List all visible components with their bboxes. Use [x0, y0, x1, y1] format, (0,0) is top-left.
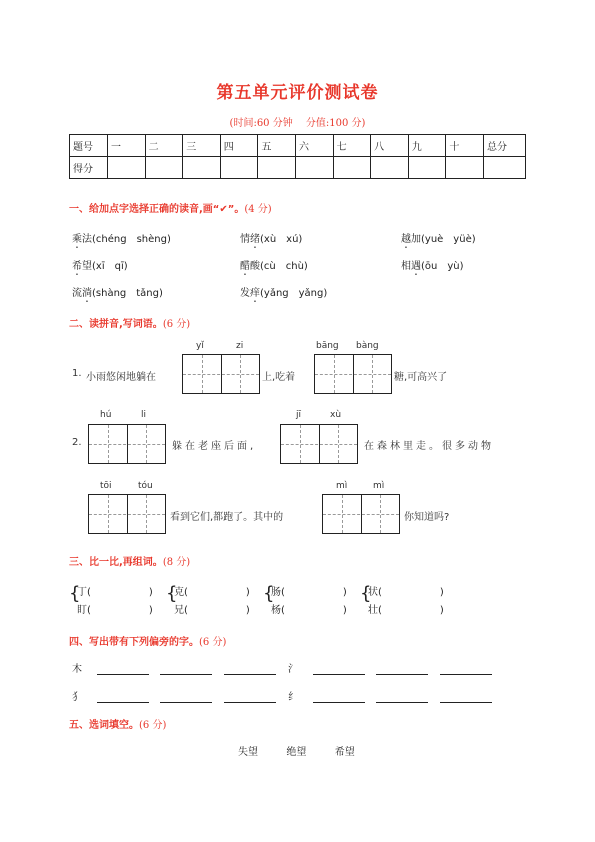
- pinyin-options: (shàng tǎng): [92, 288, 163, 299]
- pinyin-label: bàng: [356, 341, 379, 351]
- char-prompt: 肠(: [271, 587, 285, 598]
- word-prefix: 情: [240, 234, 250, 245]
- radical-label: 木: [72, 664, 82, 675]
- sentence-part: 小雨悠闲地躺在: [86, 372, 156, 383]
- table-cell: 十: [446, 135, 484, 157]
- answer-line[interactable]: [224, 664, 276, 675]
- character-writing-box[interactable]: [322, 494, 400, 534]
- score-cell[interactable]: [220, 157, 258, 179]
- dotted-char: 绪: [250, 234, 260, 245]
- section-points: (8 分): [162, 557, 191, 568]
- char-prompt: 壮(: [368, 605, 382, 616]
- pinyin-item[interactable]: [72, 284, 163, 305]
- character-writing-box[interactable]: [88, 424, 166, 464]
- char-prompt: 兄(: [174, 605, 188, 616]
- answer-line[interactable]: [313, 692, 365, 703]
- word-prefix: 流: [72, 288, 82, 299]
- word-rest: 法: [82, 234, 92, 245]
- pinyin-item[interactable]: [401, 230, 476, 251]
- answer-line[interactable]: [440, 664, 492, 675]
- sentence-part: 在森林里走。很多动物: [364, 441, 494, 452]
- pinyin-options: (xù xú): [260, 234, 303, 245]
- dotted-char: 遇: [411, 261, 421, 272]
- word-prefix: 相: [401, 261, 411, 272]
- paren-close: ): [439, 587, 444, 598]
- paren-close: ): [245, 587, 250, 598]
- word-rest: 望: [82, 261, 92, 272]
- pinyin-label: zi: [236, 341, 244, 351]
- paren-close: ): [148, 605, 153, 616]
- char-prompt: 状(: [368, 587, 382, 598]
- answer-line[interactable]: [160, 692, 212, 703]
- table-cell: 得分: [70, 157, 108, 179]
- pinyin-label: mì: [336, 481, 348, 491]
- word-rest: 酸: [250, 261, 260, 272]
- score-table-score-row: [70, 157, 526, 179]
- pinyin-item[interactable]: [240, 257, 308, 278]
- word-option: 失望: [238, 747, 258, 758]
- brace-icon: {: [166, 583, 178, 604]
- radical-row: [288, 688, 492, 703]
- pinyin-label: mì: [373, 481, 385, 491]
- sentence-part: 看到它们,都跑了。其中的: [170, 512, 284, 523]
- answer-line[interactable]: [224, 692, 276, 703]
- table-cell: 八: [371, 135, 409, 157]
- word-bank: [238, 743, 355, 758]
- score-cell[interactable]: [371, 157, 409, 179]
- pinyin-options: (cù chù): [260, 261, 308, 272]
- question-number: 2.: [72, 437, 82, 448]
- table-cell: 七: [333, 135, 371, 157]
- score-cell[interactable]: [408, 157, 446, 179]
- table-cell: 九: [408, 135, 446, 157]
- section-title: 四、写出带有下列偏旁的字。: [69, 637, 199, 648]
- pinyin-item[interactable]: [240, 284, 327, 305]
- character-writing-box[interactable]: [182, 354, 260, 394]
- sentence-part: 躲在老座后面,: [172, 441, 257, 452]
- pinyin-options: (xī qī): [92, 261, 128, 272]
- answer-line[interactable]: [160, 664, 212, 675]
- brace-icon: {: [69, 583, 81, 604]
- section-4-heading: [69, 633, 226, 648]
- section-3-heading: [69, 553, 190, 568]
- pinyin-options: (ōu yù): [421, 261, 464, 272]
- table-cell: 一: [108, 135, 146, 157]
- word-rest: 加: [411, 234, 421, 245]
- score-table: [69, 134, 526, 179]
- dotted-char: 乘: [72, 234, 82, 245]
- table-cell: 四: [220, 135, 258, 157]
- answer-line[interactable]: [97, 664, 149, 675]
- pinyin-label: yǐ: [196, 341, 204, 351]
- character-writing-box[interactable]: [280, 424, 358, 464]
- table-cell: 三: [183, 135, 221, 157]
- score-cell[interactable]: [295, 157, 333, 179]
- section-points: (4 分): [244, 204, 272, 215]
- time-and-score-info: (时间:60 分钟 分值:100 分): [229, 118, 366, 129]
- section-title: 三、比一比,再组词。: [69, 557, 163, 568]
- section-5-heading: [69, 716, 166, 731]
- table-cell: 六: [295, 135, 333, 157]
- pinyin-item[interactable]: [72, 230, 171, 251]
- section-1-heading: [69, 200, 272, 215]
- pinyin-label: tōi: [100, 481, 112, 491]
- section-points: (6 分): [162, 319, 191, 330]
- answer-line[interactable]: [313, 664, 365, 675]
- pinyin-label: hú: [100, 410, 112, 420]
- character-writing-box[interactable]: [88, 494, 166, 534]
- dotted-char: 醋: [240, 261, 250, 272]
- brace-icon: {: [263, 583, 275, 604]
- pinyin-label: li: [141, 410, 147, 420]
- paren-close: ): [439, 605, 444, 616]
- char-prompt: 杨(: [271, 605, 285, 616]
- word-option: 绝望: [286, 747, 307, 758]
- table-cell: 五: [258, 135, 296, 157]
- radical-label: 犭: [72, 692, 82, 703]
- char-prompt: 丁(: [77, 587, 91, 598]
- radical-row: [288, 660, 492, 675]
- answer-line[interactable]: [440, 692, 492, 703]
- table-cell: 题号: [70, 135, 108, 157]
- question-number: 1.: [72, 368, 82, 379]
- pinyin-item[interactable]: [72, 257, 128, 278]
- paren-close: ): [245, 605, 250, 616]
- score-cell[interactable]: [333, 157, 371, 179]
- pinyin-label: xù: [330, 410, 342, 420]
- section-points: (6 分): [139, 720, 167, 731]
- word-option: 希望: [334, 747, 355, 758]
- answer-line[interactable]: [97, 692, 149, 703]
- dotted-char: 越: [401, 234, 411, 245]
- paren-close: ): [342, 587, 347, 598]
- sentence-part: 糖,可高兴了: [394, 372, 448, 383]
- section-2-heading: [69, 315, 190, 330]
- pinyin-item[interactable]: [240, 230, 302, 251]
- answer-line[interactable]: [376, 692, 428, 703]
- table-cell: 总分: [484, 135, 526, 157]
- section-title: 一、给加点字选择正确的读音,画“✔”。: [69, 204, 245, 215]
- paren-close: ): [342, 605, 347, 616]
- score-cell[interactable]: [484, 157, 526, 179]
- score-table-header-row: [70, 135, 526, 157]
- dotted-char: 希: [72, 261, 82, 272]
- radical-row: [72, 660, 276, 675]
- brace-icon: {: [360, 583, 372, 604]
- sentence-part: 你知道吗?: [404, 512, 450, 523]
- pinyin-item[interactable]: [401, 257, 464, 278]
- sentence-part: 上,吃着: [262, 372, 296, 383]
- answer-line[interactable]: [376, 664, 428, 675]
- score-cell[interactable]: [145, 157, 183, 179]
- dotted-char: 淌: [82, 288, 92, 299]
- pinyin-options: (yǎng yǎng): [260, 288, 328, 299]
- page-title: 第五单元评价测试卷: [216, 83, 379, 103]
- radical-row: [72, 688, 276, 703]
- score-cell[interactable]: [446, 157, 484, 179]
- pinyin-options: (yuè yüè): [421, 234, 476, 245]
- pinyin-label: tóu: [138, 481, 153, 491]
- char-prompt: 克(: [174, 587, 188, 598]
- pinyin-label: bāng: [316, 341, 339, 351]
- section-title: 二、读拼音,写词语。: [69, 319, 163, 330]
- section-title: 五、选词填空。: [69, 720, 139, 731]
- word-prefix: 发: [240, 288, 250, 299]
- character-writing-box[interactable]: [314, 354, 392, 394]
- dotted-char: 痒: [250, 288, 260, 299]
- radical-label: 氵: [288, 664, 298, 675]
- radical-label: 纟: [288, 692, 298, 703]
- score-cell[interactable]: [183, 157, 221, 179]
- pinyin-label: jī: [296, 410, 302, 420]
- pinyin-options: (chéng shèng): [92, 234, 171, 245]
- table-cell: 二: [145, 135, 183, 157]
- paren-close: ): [148, 587, 153, 598]
- char-prompt: 盯(: [77, 605, 91, 616]
- score-cell[interactable]: [108, 157, 146, 179]
- score-cell[interactable]: [258, 157, 296, 179]
- section-points: (6 分): [199, 637, 227, 648]
